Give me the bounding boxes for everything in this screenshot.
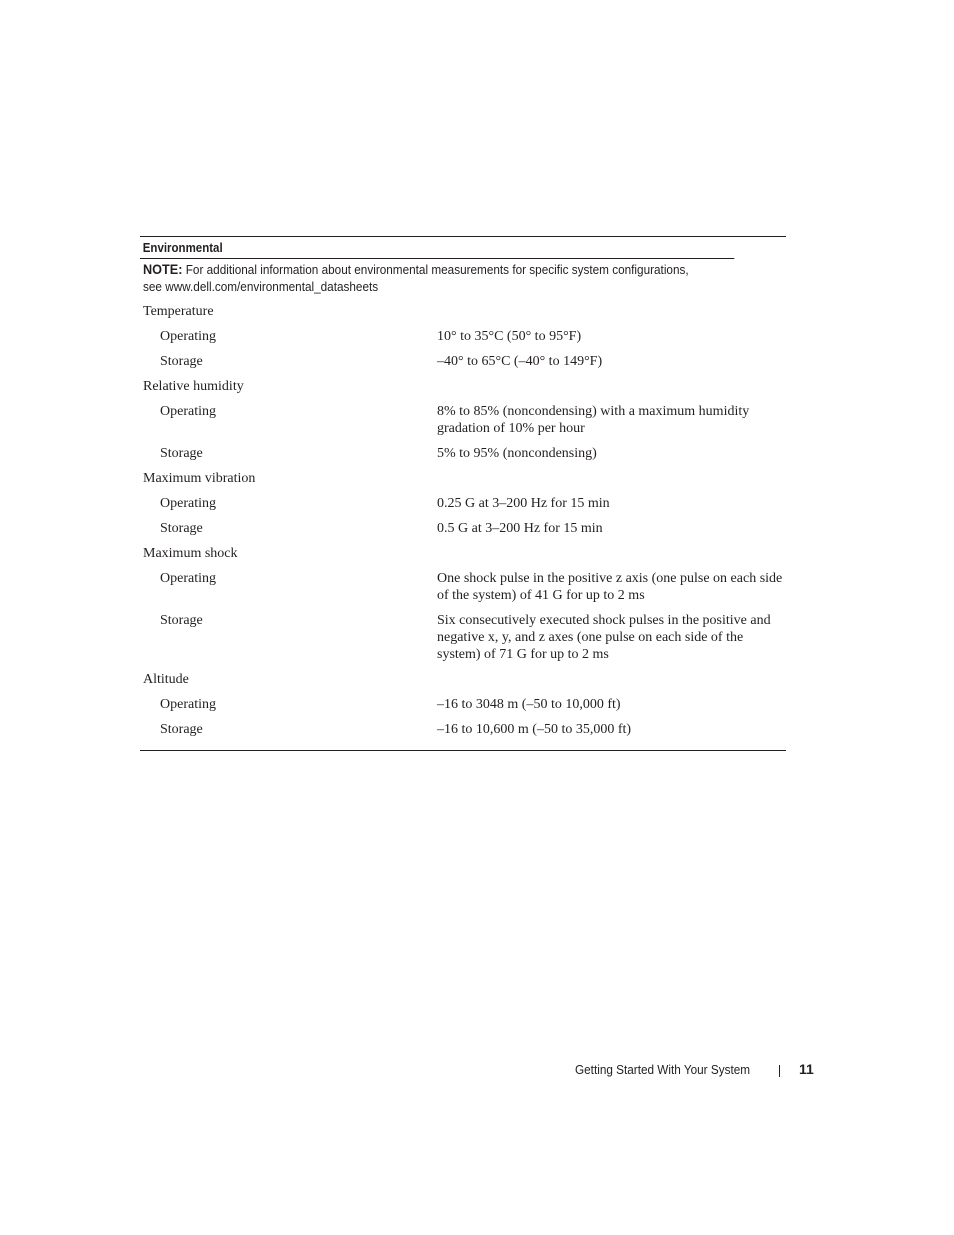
section-relative-humidity [140, 378, 786, 395]
row-value: –16 to 3048 m (–50 to 10,000 ft) [437, 697, 621, 712]
table-row [140, 721, 786, 738]
section-title: Relative humidity [143, 379, 244, 394]
row-label: Storage [160, 446, 203, 461]
section-title: Altitude [143, 672, 189, 687]
section-title: Maximum vibration [143, 471, 256, 486]
row-value: 0.5 G at 3–200 Hz for 15 min [437, 521, 603, 536]
row-label: Storage [160, 613, 203, 628]
row-label: Operating [160, 571, 216, 586]
footer-separator [779, 1065, 780, 1077]
table-row [140, 520, 786, 537]
row-label: Storage [160, 521, 203, 536]
note [140, 259, 786, 296]
page-footer [575, 1061, 814, 1078]
table-row [140, 570, 786, 604]
footer-title: Getting Started With Your System [575, 1063, 751, 1077]
row-value: 0.25 G at 3–200 Hz for 15 min [437, 496, 610, 511]
note-line-1 [143, 261, 747, 279]
note-text-1: For additional information about environmental measurements for specific system configurations, [185, 263, 689, 277]
section-title: Maximum shock [143, 546, 238, 561]
row-value: Six consecutively executed shock pulses in the positive and negative x, y, and z axes (one pulse on each side of the system) of 71 G for up to 2 ms [437, 613, 771, 662]
row-value: 8% to 85% (noncondensing) with a maximum humidity gradation of 10% per hour [437, 404, 750, 436]
section-temperature [140, 303, 786, 320]
table-row [140, 612, 786, 663]
note-line-2: see www.dell.com/environmental_datasheets [143, 280, 379, 294]
note-label: NOTE: [143, 262, 183, 277]
table-header: Environmental [140, 237, 734, 259]
table-row [140, 353, 786, 370]
table-row [140, 696, 786, 713]
row-label: Storage [160, 722, 203, 737]
table-row [140, 495, 786, 512]
section-maximum-shock [140, 545, 786, 562]
row-label: Operating [160, 329, 216, 344]
row-value: –40° to 65°C (–40° to 149°F) [437, 354, 603, 369]
environmental-spec-table [140, 236, 786, 751]
section-maximum-vibration [140, 470, 786, 487]
row-value: 5% to 95% (noncondensing) [437, 446, 597, 461]
table-row [140, 445, 786, 462]
row-value: –16 to 10,600 m (–50 to 35,000 ft) [437, 722, 632, 737]
row-label: Storage [160, 354, 203, 369]
row-label: Operating [160, 697, 216, 712]
table-row [140, 403, 786, 437]
section-altitude [140, 671, 786, 688]
row-value: One shock pulse in the positive z axis (one pulse on each side of the system) of 41 G for up to 2 ms [437, 571, 783, 603]
row-value: 10° to 35°C (50° to 95°F) [437, 329, 582, 344]
row-label: Operating [160, 404, 216, 419]
row-label: Operating [160, 496, 216, 511]
page-number: 11 [799, 1061, 814, 1077]
table-row [140, 328, 786, 345]
section-title: Temperature [143, 304, 214, 319]
